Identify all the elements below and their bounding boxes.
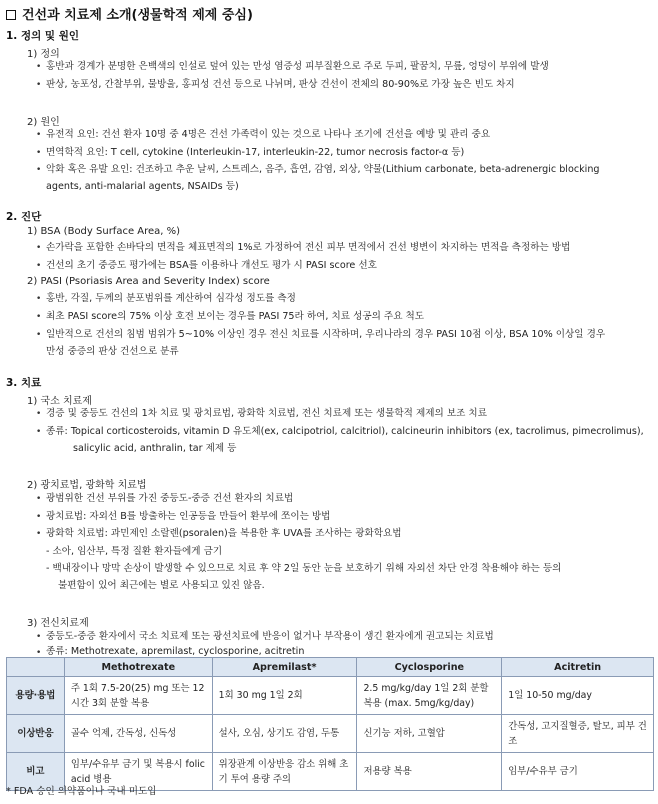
table-cell: 간독성, 고지질혈증, 탈모, 피부 건조 <box>502 715 654 753</box>
table-cell: 저용량 복용 <box>357 753 502 791</box>
bullet-icon: • <box>36 409 42 419</box>
phototherapy-subitem-continued: 불편함이 있어 최근에는 별로 사용되고 있진 않음. <box>58 580 265 591</box>
table-cell: 주 1회 7.5-20(25) mg 또는 12시간 3회 분할 복용 <box>64 677 212 715</box>
phototherapy-subitem: - 백내장이나 망막 손상이 발생할 수 있으므로 치료 후 약 2일 동안 눈을 보호하기 위해 자외선 차단 안경 착용해야 하는 등의 <box>46 563 562 574</box>
bullet-icon: • <box>36 529 42 539</box>
table-cell: 신기능 저하, 고혈압 <box>357 715 502 753</box>
table-cell: 2.5 mg/kg/day 1일 2회 분할 복용 (max. 5mg/kg/day) <box>357 677 502 715</box>
bullet-icon: • <box>36 330 42 340</box>
column-header: Cyclosporine <box>357 658 502 677</box>
phototherapy-item: 광치료법: 자외선 B를 방출하는 인공등을 만들어 환부에 쪼이는 방법 <box>46 511 331 522</box>
section-1-heading: 1. 정의 및 원인 <box>6 30 79 42</box>
bullet-icon: • <box>36 243 42 253</box>
bsa-item: 손가락을 포함한 손바닥의 면적을 체표면적의 1%로 가정하여 전신 피부 면적에서 건선 병변이 차지하는 면적을 측정하는 방법 <box>46 242 571 253</box>
table-row <box>7 677 654 715</box>
definition-label: 1) 정의 <box>27 49 60 60</box>
table-cell: 위장관계 이상반응 감소 위해 초기 투여 용량 주의 <box>212 753 357 791</box>
bullet-icon: • <box>36 130 42 140</box>
bullet-icon: • <box>36 80 42 90</box>
row-header: 용량·용법 <box>7 677 65 715</box>
table-corner-cell <box>7 658 65 677</box>
table-cell: 골수 억제, 간독성, 신독성 <box>64 715 212 753</box>
pasi-item: 홍반, 각질, 두께의 분포범위를 계산하여 심각성 정도를 측정 <box>46 293 296 304</box>
bullet-icon: • <box>36 261 42 271</box>
cause-item-continued: agents, anti-malarial agents, NSAIDs 등) <box>46 181 239 192</box>
row-header: 비고 <box>7 753 65 791</box>
table-cell: 임부/수유부 금기 <box>502 753 654 791</box>
systemic-item: 종류: Methotrexate, apremilast, cyclosporine, acitretin <box>46 646 305 657</box>
topical-label: 1) 국소 치료제 <box>27 396 92 407</box>
bullet-icon: • <box>36 632 42 642</box>
bullet-icon: • <box>36 165 42 175</box>
pasi-item-continued: 만성 중증의 판상 건선으로 분류 <box>46 346 179 357</box>
drug-comparison-table <box>6 657 654 791</box>
bullet-icon: • <box>36 148 42 158</box>
page-title-text: 건선과 치료제 소개(생물학적 제제 중심) <box>22 8 253 23</box>
bsa-item: 건선의 초기 중증도 평가에는 BSA를 이용하나 개선도 평가 시 PASI score 선호 <box>46 260 377 271</box>
cause-item: 면역학적 요인: T cell, cytokine (Interleukin-17, interleukin-22, tumor necrosis factor-α 등) <box>46 147 465 158</box>
topical-item-continued: salicylic acid, anthralin, tar 제제 등 <box>73 443 237 454</box>
bullet-icon: • <box>36 494 42 504</box>
systemic-item: 중등도-중증 환자에서 국소 치료제 또는 광선치료에 반응이 없거나 부작용이 생긴 환자에게 권고되는 치료법 <box>46 631 494 642</box>
definition-item: 홍반과 경계가 분명한 은백색의 인설로 덮여 있는 만성 염증성 피부질환으로 주로 두피, 팔꿈치, 무릎, 엉덩이 부위에 발생 <box>46 61 549 72</box>
bullet-icon: • <box>36 62 42 72</box>
phototherapy-subitem: - 소아, 임산부, 특정 질환 환자들에게 금기 <box>46 546 223 557</box>
topical-item: 종류: Topical corticosteroids, vitamin D 유도체(ex, calcipotriol, calcitriol), calcineurin inhibitors (ex, tacrolimus, pimecrolimus), <box>46 426 644 437</box>
bullet-icon: • <box>36 427 42 437</box>
bsa-label: 1) BSA (Body Surface Area, %) <box>27 226 181 237</box>
pasi-item: 최초 PASI score의 75% 이상 호전 보이는 경우를 PASI 75라 하여, 치료 성공의 주요 척도 <box>46 311 425 322</box>
column-header: Apremilast* <box>212 658 357 677</box>
table-cell: 1일 10-50 mg/day <box>502 677 654 715</box>
systemic-label: 3) 전신치료제 <box>27 618 89 629</box>
cause-item: 유전적 요인: 건선 환자 10명 중 4명은 건선 가족력이 있는 것으로 나타나 조기에 건선을 예방 및 관리 중요 <box>46 129 491 140</box>
phototherapy-item: 광화학 치료법: 과민제인 소랄렌(psoralen)을 복용한 후 UVA를 조사하는 광화학요법 <box>46 528 402 539</box>
bullet-icon: • <box>36 648 42 658</box>
column-header: Acitretin <box>502 658 654 677</box>
pasi-item: 일반적으로 건선의 침범 범위가 5~10% 이상인 경우 전신 치료를 시작하며, 우리나라의 경우 PASI 10점 이상, BSA 10% 이상일 경우 <box>46 329 606 340</box>
section-3-heading: 3. 치료 <box>6 377 42 389</box>
definition-item: 판상, 농포성, 간찰부위, 물방울, 홍피성 건선 등으로 나뉘며, 판상 건선이 전체의 80-90%로 가장 높은 빈도 차지 <box>46 79 515 90</box>
table-cell: 설사, 오심, 상기도 감염, 두통 <box>212 715 357 753</box>
table-cell: 임부/수유부 금기 및 복용시 folic acid 병용 <box>64 753 212 791</box>
page-title <box>6 4 253 23</box>
row-header: 이상반응 <box>7 715 65 753</box>
cause-item: 악화 혹은 유발 요인: 건조하고 추운 날씨, 스트레스, 음주, 흡연, 감염, 외상, 약물(Lithium carbonate, beta-adrenergic blocking <box>46 164 600 175</box>
cause-label: 2) 원인 <box>27 117 60 128</box>
column-header: Methotrexate <box>64 658 212 677</box>
bullet-icon: • <box>36 312 42 322</box>
bullet-icon: • <box>36 294 42 304</box>
table-row <box>7 715 654 753</box>
phototherapy-label: 2) 광치료법, 광화학 치료법 <box>27 480 147 491</box>
table-cell: 1회 30 mg 1일 2회 <box>212 677 357 715</box>
checkbox-square-icon <box>6 10 16 20</box>
bullet-icon: • <box>36 512 42 522</box>
section-2-heading: 2. 진단 <box>6 211 42 223</box>
table-header-row <box>7 658 654 677</box>
phototherapy-item: 광범위한 건선 부위를 가진 중등도-중증 건선 환자의 치료법 <box>46 493 294 504</box>
pasi-label: 2) PASI (Psoriasis Area and Severity Index) score <box>27 276 270 287</box>
topical-item: 경증 및 중등도 건선의 1차 치료 및 광치료법, 광화학 치료법, 전신 치료제 또는 생물학적 제제의 보조 치료 <box>46 408 487 419</box>
footnote: * FDA 승인 의약품이나 국내 미도입 <box>6 786 157 797</box>
